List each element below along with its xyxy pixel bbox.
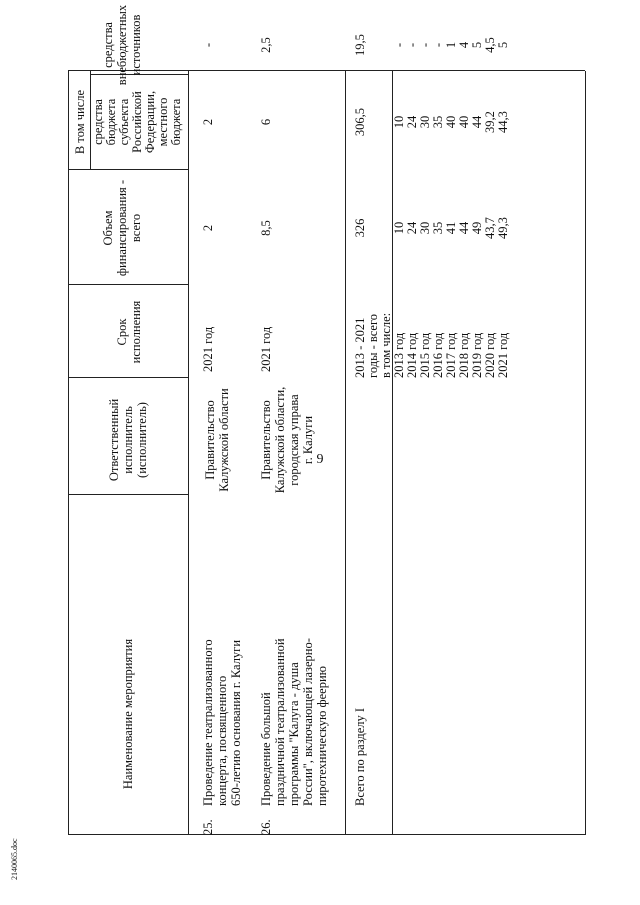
row-26-volume: 8,5 [259, 220, 273, 236]
header-extra-budget-2: источников [129, 14, 143, 76]
total-extra-year-2: - [418, 42, 432, 48]
total-extra-year-1: - [405, 42, 419, 48]
row-26-num: 26. [259, 819, 273, 835]
row-25-name-1: концерта, посвященного [215, 675, 229, 806]
total-volume-year-2: 30 [418, 221, 432, 235]
header-executor-3: (исполнитель) [135, 402, 149, 478]
total-year-3: 2016 год [431, 332, 445, 378]
total-year-6: 2019 год [470, 332, 484, 378]
rotated-table-layer [35, 35, 595, 870]
row-25-name-0: Проведение театрализованного [201, 639, 215, 806]
header-region-budget-4: Федерации, [143, 90, 157, 154]
row-25-executor-0: Правительство [203, 400, 217, 480]
total-region-year-5: 40 [457, 115, 471, 129]
header-executor-1: Ответственный [107, 398, 121, 482]
total-year-0: 2013 год [392, 332, 406, 378]
row-26-extra: 2,5 [259, 37, 273, 53]
total-term-2: в том числе: [379, 312, 393, 378]
row-26-name-2: программы "Калуга - душа [287, 662, 301, 806]
row-26-name-4: пиротехническую феерию [315, 666, 329, 806]
total-volume-year-7: 43,7 [483, 217, 497, 239]
header-including: В том числе [73, 89, 87, 155]
header-region-budget-0: средства [91, 99, 105, 145]
row-26-name-1: праздничной театрализованной [273, 638, 287, 806]
total-year-8: 2021 год [496, 332, 510, 378]
total-region-year-4: 40 [444, 115, 458, 129]
total-term-1: годы - всего [366, 313, 380, 378]
total-volume-year-3: 35 [431, 221, 445, 235]
total-extra-year-7: 4,5 [483, 37, 497, 53]
header-term-1: Срок [115, 318, 129, 346]
total-volume-year-0: 10 [392, 221, 406, 235]
header-executor-2: исполнитель [121, 406, 135, 474]
total-extra: 19,5 [353, 34, 367, 56]
row-25-term: 2021 год [201, 326, 215, 372]
header-volume-3: всего [129, 213, 143, 243]
header-region-budget-1: бюджета [104, 98, 118, 146]
total-region-year-2: 30 [418, 115, 432, 129]
total-extra-year-8: 5 [496, 41, 510, 49]
header-region-budget-6: бюджета [169, 98, 183, 146]
row-25-volume: 2 [201, 224, 215, 232]
header-volume-2: финансирования - [115, 179, 129, 277]
row-26-executor-3: г. Калуги [301, 415, 315, 465]
row-25-executor-1: Калужской области [217, 388, 231, 492]
page-number: 9 [316, 452, 324, 467]
total-region-year-3: 35 [431, 115, 445, 129]
total-region-year-8: 44,3 [496, 111, 510, 133]
row-25-num: 25. [201, 819, 215, 835]
total-term-0: 2013 - 2021 [353, 317, 367, 378]
row-25-extra: - [201, 42, 215, 48]
header-name-text: Наименование мероприятия [121, 638, 135, 790]
total-year-7: 2020 год [483, 332, 497, 378]
total-region-year-7: 39,2 [483, 111, 497, 133]
row-26-term: 2021 год [259, 326, 273, 372]
row-26-executor-1: Калужской области, [273, 386, 287, 494]
row-26-executor-2: городская управа [287, 394, 301, 486]
total-year-5: 2018 год [457, 332, 471, 378]
row-26-executor-0: Правительство [259, 400, 273, 480]
total-year-2: 2015 год [418, 332, 432, 378]
total-volume-year-5: 44 [457, 221, 471, 235]
header-term-2: исполнения [129, 300, 143, 364]
row-26-region: 6 [259, 118, 273, 126]
document-code: 2140065.doc [10, 838, 19, 880]
header-extra-budget-1: внебюджетных [115, 4, 129, 86]
header-extra-budget-0: средства [101, 22, 115, 68]
total-region-year-1: 24 [405, 115, 419, 129]
header-region-budget-5: местного [156, 97, 170, 147]
total-region-year-0: 10 [392, 115, 406, 129]
row-25-region: 2 [201, 118, 215, 126]
row-26-name-0: Проведение большой [259, 692, 273, 806]
total-region: 306,5 [353, 107, 367, 137]
total-extra-year-5: 4 [457, 41, 471, 49]
total-volume-year-6: 49 [470, 221, 484, 235]
total-extra-year-3: - [431, 42, 445, 48]
header-volume-1: Объем [101, 210, 115, 246]
total-volume-year-1: 24 [405, 221, 419, 235]
total-year-1: 2014 год [405, 332, 419, 378]
total-extra-year-0: - [392, 42, 406, 48]
row-26-name-3: России", включающей лазерно- [301, 638, 315, 806]
total-volume: 326 [353, 218, 367, 238]
total-extra-year-6: 5 [470, 41, 484, 49]
total-label: Всего по разделу I [353, 707, 367, 806]
header-region-budget-2: субъекта [117, 98, 131, 146]
header-region-budget-3: Российской [130, 91, 144, 153]
total-extra-year-4: 1 [444, 41, 458, 49]
row-25-name-2: 650-летию основания г. Калуги [229, 639, 243, 806]
total-region-year-6: 44 [470, 115, 484, 129]
total-volume-year-4: 41 [444, 221, 458, 235]
total-volume-year-8: 49,3 [496, 217, 510, 239]
total-year-4: 2017 год [444, 332, 458, 378]
